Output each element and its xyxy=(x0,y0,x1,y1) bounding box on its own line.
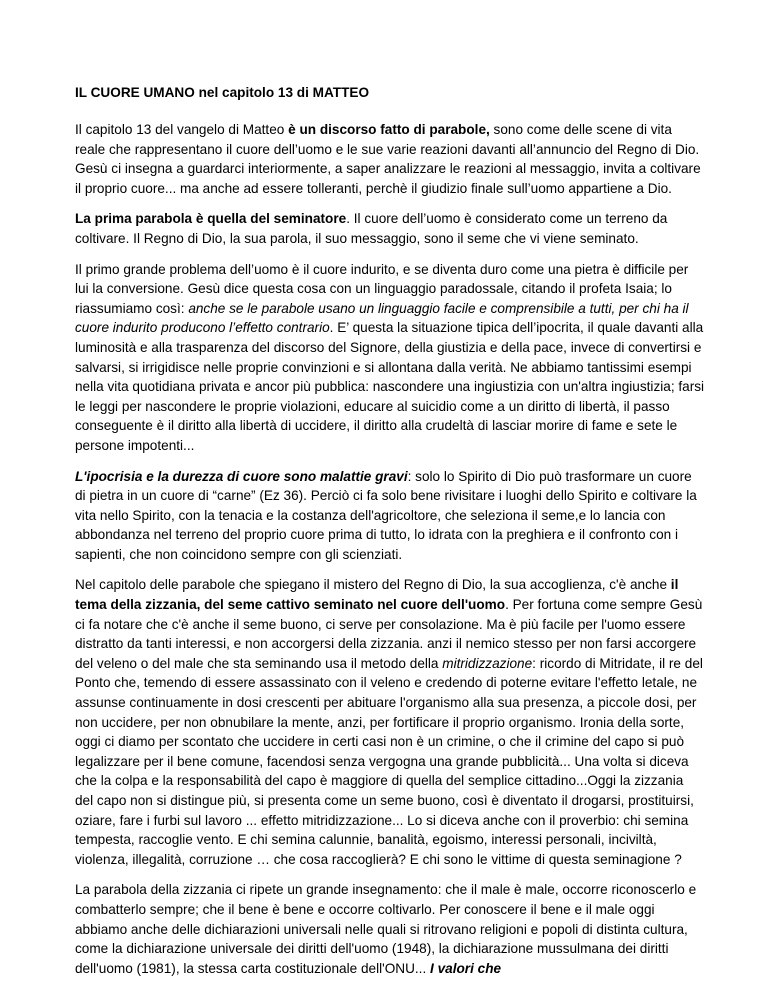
paragraph-parabola-zizzania xyxy=(75,880,705,978)
paragraph-text: La parabola della zizzania ci ripete un grande insegnamento: che il male è male, occorre riconoscerlo e combatterlo sempre; che il bene è bene e occorre coltivarlo. Per conoscere il bene e il male oggi abbiamo anche delle dichiarazioni universali nelle quali si ritrovano religioni e popoli di distinta cultura, come la dichiarazione universale dei diritti dell'uomo (1948), la dichiarazione mussulmana dei diritti dell'uomo (1981), la stessa carta costituzionale dell'ONU... xyxy=(75,882,697,976)
paragraph-text: Il capitolo 13 del vangelo di Matteo xyxy=(75,122,289,137)
paragraph-text: : solo lo Spirito di Dio può trasformare un cuore di pietra in un cuore di “carne” (Ez 36). Perciò ci fa solo bene rivisitare i luoghi dello Spirito e coltivare la vita nello Spirito, con la tenacia e la costanza dell'agricoltore, che seleziona il seme,e lo lancia con abbondanza nel terreno del proprio cuore prima di tutto, lo idrata con la preghiera e il confronto con i sapienti, che non coincidono sempre con gli scienziati. xyxy=(75,468,697,562)
paragraph-intro xyxy=(75,120,705,198)
paragraph-italic: mitridizzazione xyxy=(442,655,533,671)
paragraph-ipocrisia xyxy=(75,467,705,565)
paragraph-emphasis: I valori che xyxy=(430,960,502,976)
paragraph-text: . E’ questa la situazione tipica dell’ipocrita, il quale davanti alla luminosità e alla trasparenza del discorso del Signore, della giustizia e della pace, invece di convertirsi e salvarsi, si irrigidisce nelle proprie convinzioni e si allontana dalla verità. Ne abbiamo tantissimi esempi nella vita quotidiana privata e ancor più pubblica: nascondere una ingiustizia con un'altra ingiustizia; farsi le leggi per nascondere le proprie violazioni, educare al suicidio come a un diritto di libertà, il passo conseguente è il diritto alla libertà di uccidere, il diritto alla crudeltà di lasciar morire di fame e sete le persone impotenti... xyxy=(75,320,705,453)
paragraph-emphasis: L'ipocrisia e la durezza di cuore sono malattie gravi xyxy=(75,468,408,484)
paragraph-text: . Per fortuna come sempre Gesù ci fa notare che c'è anche il seme buono, ci serve per consolazione. Ma è più facile per l'uomo essere distratto da tanti interessi, e non accorgersi della zizzania. anzi il nemico stesso per non farsi accorgere del veleno o del male che sta seminando usa il metodo della xyxy=(75,597,703,671)
paragraph-emphasis: è un discorso fatto di parabole, xyxy=(288,122,490,137)
paragraph-text: : ricordo di Mitridate, il re del Ponto che, temendo di essere assassinato con il veleno e credendo di poterne evitare l'effetto letale, ne assunse continuamente in dosi crescenti per abituare l'organismo alla sua presenza, a piccole dosi, per non uccidere, per non obnubilare la mente, anzi, per fortificare il proprio organismo. Ironia della sorte, oggi ci diamo per scontato che uccidere in certi casi non è un crimine, o che il crimine del capo si può legalizzare per il bene comune, facendosi senza vergogna una grande pubblicità... Una volta si diceva che la colpa e la responsabilità del capo è maggiore di quella del semplice cittadino...Oggi la zizzania del capo non si distingue più, si presenta come un seme buono, così è diventato il drogarsi, prostituirsi, oziare, fare i furbi sul lavoro ... effetto mitridizzazione... Lo si diceva anche con il proverbio: chi semina tempesta, raccoglie vento. E chi semina calunnie, banalità, egoismo, interessi personali, inciviltà, violenza, illegalità, corruzione … che cosa raccoglierà? E chi sono le vittime di questa seminagione ? xyxy=(75,655,703,867)
paragraph-text: Il primo grande problema dell’uomo è il cuore indurito, e se diventa duro come una pietra è difficile per lui la conversione. Gesù dice questa cosa con un linguaggio paradossale, citando il profeta Isaia; lo riassumiamo così: xyxy=(75,261,689,316)
paragraph-emphasis: La prima parabola è quella del seminatore xyxy=(75,211,347,227)
paragraph-seminatore xyxy=(75,209,705,248)
paragraph-text: sono come delle scene di vita reale che rappresentano il cuore dell’uomo e le sue varie reazioni davanti all’annuncio del Regno di Dio. Gesù ci insegna a guardarci interiormente, a saper analizzare le reazioni al messaggio, invita a coltivare il proprio cuore... ma anche ad essere tolleranti, perchè il giudizio finale sull’uomo appartiene a Dio. xyxy=(75,122,701,196)
document-body xyxy=(75,120,705,989)
paragraph-italic: anche se le parabole usano un linguaggio facile e comprensibile a tutti, per chi ha il cuore indurito producono l’effetto contrario xyxy=(75,300,689,336)
paragraph-text: . Il cuore dell’uomo è considerato come un terreno da coltivare. Il Regno di Dio, la sua parola, il suo messaggio, sono il seme che vi viene seminato. xyxy=(75,211,668,246)
paragraph-text: Nel capitolo delle parabole che spiegano il mistero del Regno di Dio, la sua accoglienza, c'è anche xyxy=(75,577,671,593)
paragraph-cuore-indurito xyxy=(75,260,705,456)
document-title: IL CUORE UMANO nel capitolo 13 di MATTEO xyxy=(75,85,370,100)
paragraph-emphasis: il tema della zizzania, del seme cattivo seminato nel cuore dell'uomo xyxy=(75,577,679,613)
paragraph-zizzania xyxy=(75,575,705,869)
